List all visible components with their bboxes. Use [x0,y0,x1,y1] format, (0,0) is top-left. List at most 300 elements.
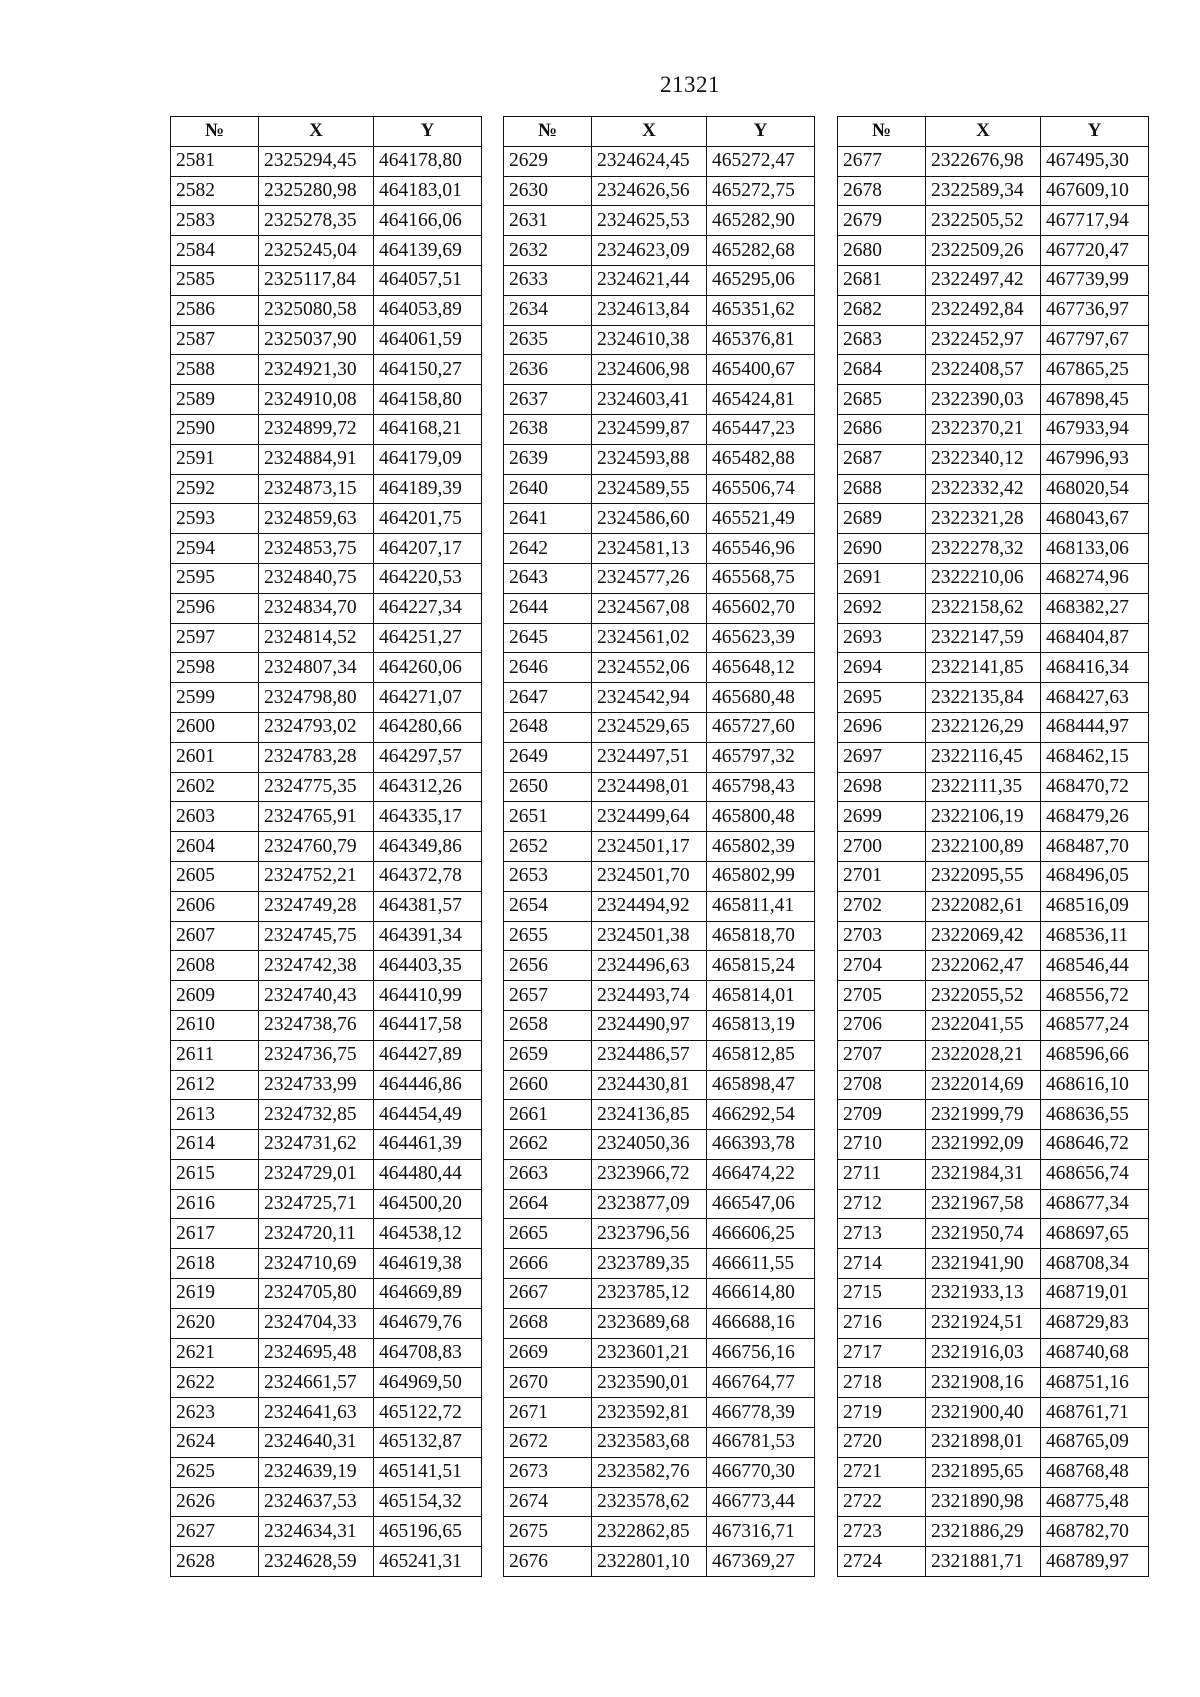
cell-y-coordinate: 464280,66 [374,712,482,742]
table-row [504,206,815,236]
cell-y-coordinate: 467739,99 [1041,265,1149,295]
cell-y-coordinate: 464500,20 [374,1189,482,1219]
cell-y-coordinate: 467996,93 [1041,444,1149,474]
cell-y-coordinate: 467495,30 [1041,146,1149,176]
table-row [171,176,482,206]
cell-x-coordinate: 2324542,94 [592,683,707,713]
cell-y-coordinate: 468536,11 [1041,921,1149,951]
table-row [171,1547,482,1577]
table-row [171,1487,482,1517]
table-row [838,712,1149,742]
cell-y-coordinate: 466547,06 [707,1189,815,1219]
cell-x-coordinate: 2324613,84 [592,295,707,325]
cell-point-number: 2697 [838,742,926,772]
table-row [838,563,1149,593]
cell-y-coordinate: 468546,44 [1041,951,1149,981]
cell-x-coordinate: 2322126,29 [926,712,1041,742]
cell-x-coordinate: 2321890,98 [926,1487,1041,1517]
cell-y-coordinate: 464179,09 [374,444,482,474]
cell-x-coordinate: 2324834,70 [259,593,374,623]
cell-point-number: 2713 [838,1219,926,1249]
cell-x-coordinate: 2323583,68 [592,1428,707,1458]
table-row [171,981,482,1011]
cell-x-coordinate: 2324501,70 [592,861,707,891]
cell-y-coordinate: 464053,89 [374,295,482,325]
cell-y-coordinate: 464969,50 [374,1368,482,1398]
cell-point-number: 2658 [504,1010,592,1040]
cell-y-coordinate: 465648,12 [707,653,815,683]
cell-x-coordinate: 2325245,04 [259,236,374,266]
table-row [171,206,482,236]
cell-y-coordinate: 468768,48 [1041,1457,1149,1487]
cell-point-number: 2718 [838,1368,926,1398]
cell-y-coordinate: 464061,59 [374,325,482,355]
cell-y-coordinate: 468646,72 [1041,1130,1149,1160]
table-row [838,385,1149,415]
cell-y-coordinate: 466770,30 [707,1457,815,1487]
table-row [838,1189,1149,1219]
cell-x-coordinate: 2324742,38 [259,951,374,981]
cell-x-coordinate: 2322147,59 [926,623,1041,653]
table-row [171,1398,482,1428]
table-row [504,1070,815,1100]
cell-x-coordinate: 2324621,44 [592,265,707,295]
cell-x-coordinate: 2324793,02 [259,712,374,742]
cell-y-coordinate: 465272,47 [707,146,815,176]
cell-y-coordinate: 465196,65 [374,1517,482,1547]
coordinate-table-3 [837,116,1149,1577]
cell-x-coordinate: 2323789,35 [592,1249,707,1279]
cell-y-coordinate: 466611,55 [707,1249,815,1279]
cell-x-coordinate: 2322106,19 [926,802,1041,832]
cell-point-number: 2681 [838,265,926,295]
table-row [504,414,815,444]
table-row [504,712,815,742]
cell-point-number: 2625 [171,1457,259,1487]
table-row [504,802,815,832]
cell-x-coordinate: 2324606,98 [592,355,707,385]
cell-point-number: 2593 [171,504,259,534]
cell-y-coordinate: 468516,09 [1041,891,1149,921]
table-row [171,891,482,921]
table-row [171,623,482,653]
cell-point-number: 2715 [838,1279,926,1309]
cell-y-coordinate: 464297,57 [374,742,482,772]
cell-x-coordinate: 2322340,12 [926,444,1041,474]
cell-x-coordinate: 2324738,76 [259,1010,374,1040]
cell-point-number: 2616 [171,1189,259,1219]
cell-y-coordinate: 466778,39 [707,1398,815,1428]
cell-y-coordinate: 467797,67 [1041,325,1149,355]
cell-point-number: 2660 [504,1070,592,1100]
cell-y-coordinate: 465122,72 [374,1398,482,1428]
table-row [171,1308,482,1338]
cell-y-coordinate: 467717,94 [1041,206,1149,236]
page-number: 21321 [660,72,720,97]
cell-point-number: 2702 [838,891,926,921]
cell-point-number: 2716 [838,1308,926,1338]
cell-y-coordinate: 465602,70 [707,593,815,623]
cell-y-coordinate: 467316,71 [707,1517,815,1547]
cell-x-coordinate: 2324610,38 [592,325,707,355]
cell-y-coordinate: 464403,35 [374,951,482,981]
table-row [171,295,482,325]
cell-y-coordinate: 468479,26 [1041,802,1149,832]
cell-point-number: 2631 [504,206,592,236]
cell-y-coordinate: 468404,87 [1041,623,1149,653]
cell-point-number: 2683 [838,325,926,355]
cell-point-number: 2646 [504,653,592,683]
cell-y-coordinate: 464201,75 [374,504,482,534]
cell-x-coordinate: 2322082,61 [926,891,1041,921]
cell-y-coordinate: 465727,60 [707,712,815,742]
coordinate-table-1 [170,116,482,1577]
cell-x-coordinate: 2322069,42 [926,921,1041,951]
cell-x-coordinate: 2322801,10 [592,1547,707,1577]
cell-point-number: 2638 [504,414,592,444]
cell-x-coordinate: 2324589,55 [592,474,707,504]
cell-x-coordinate: 2324641,63 [259,1398,374,1428]
column-header-x: X [926,117,1041,147]
cell-y-coordinate: 465351,62 [707,295,815,325]
cell-point-number: 2706 [838,1010,926,1040]
table-row [171,832,482,862]
table-row [504,1398,815,1428]
cell-point-number: 2691 [838,563,926,593]
cell-y-coordinate: 468470,72 [1041,772,1149,802]
table-row [504,1249,815,1279]
cell-y-coordinate: 465282,90 [707,206,815,236]
cell-y-coordinate: 465241,31 [374,1547,482,1577]
cell-point-number: 2626 [171,1487,259,1517]
table-row [838,146,1149,176]
cell-point-number: 2670 [504,1368,592,1398]
table-row [504,236,815,266]
table-row [838,1159,1149,1189]
cell-y-coordinate: 464260,06 [374,653,482,683]
cell-x-coordinate: 2322505,52 [926,206,1041,236]
cell-y-coordinate: 468761,71 [1041,1398,1149,1428]
cell-x-coordinate: 2324705,80 [259,1279,374,1309]
cell-y-coordinate: 468765,09 [1041,1428,1149,1458]
cell-y-coordinate: 465811,41 [707,891,815,921]
table-row [171,653,482,683]
cell-x-coordinate: 2324136,85 [592,1100,707,1130]
cell-point-number: 2617 [171,1219,259,1249]
cell-x-coordinate: 2324783,28 [259,742,374,772]
table-row [504,325,815,355]
cell-point-number: 2632 [504,236,592,266]
cell-y-coordinate: 466292,54 [707,1100,815,1130]
coordinate-table-2 [503,116,815,1577]
table-row [838,504,1149,534]
cell-point-number: 2705 [838,981,926,1011]
cell-x-coordinate: 2322332,42 [926,474,1041,504]
table-row [171,414,482,444]
cell-x-coordinate: 2321941,90 [926,1249,1041,1279]
cell-y-coordinate: 466393,78 [707,1130,815,1160]
table-row [838,1487,1149,1517]
cell-y-coordinate: 468782,70 [1041,1517,1149,1547]
cell-y-coordinate: 464349,86 [374,832,482,862]
cell-point-number: 2714 [838,1249,926,1279]
cell-point-number: 2651 [504,802,592,832]
cell-x-coordinate: 2325037,90 [259,325,374,355]
cell-y-coordinate: 464427,89 [374,1040,482,1070]
cell-point-number: 2600 [171,712,259,742]
cell-y-coordinate: 464220,53 [374,563,482,593]
cell-x-coordinate: 2322676,98 [926,146,1041,176]
cell-x-coordinate: 2324494,92 [592,891,707,921]
table-row [504,355,815,385]
cell-x-coordinate: 2322210,06 [926,563,1041,593]
cell-point-number: 2630 [504,176,592,206]
cell-point-number: 2656 [504,951,592,981]
cell-point-number: 2672 [504,1428,592,1458]
cell-y-coordinate: 465815,24 [707,951,815,981]
cell-x-coordinate: 2324733,99 [259,1070,374,1100]
cell-x-coordinate: 2321916,03 [926,1338,1041,1368]
cell-point-number: 2627 [171,1517,259,1547]
cell-point-number: 2664 [504,1189,592,1219]
cell-point-number: 2606 [171,891,259,921]
cell-point-number: 2599 [171,683,259,713]
cell-y-coordinate: 464207,17 [374,534,482,564]
cell-y-coordinate: 466474,22 [707,1159,815,1189]
cell-point-number: 2594 [171,534,259,564]
cell-x-coordinate: 2324884,91 [259,444,374,474]
cell-y-coordinate: 468656,74 [1041,1159,1149,1189]
cell-x-coordinate: 2324628,59 [259,1547,374,1577]
table-row [171,1368,482,1398]
cell-y-coordinate: 468729,83 [1041,1308,1149,1338]
cell-y-coordinate: 468382,27 [1041,593,1149,623]
table-row [838,683,1149,713]
table-row [838,981,1149,1011]
table-row [171,236,482,266]
table-row [838,1070,1149,1100]
table-row [838,1547,1149,1577]
cell-y-coordinate: 464189,39 [374,474,482,504]
table-row [504,1338,815,1368]
cell-x-coordinate: 2324704,33 [259,1308,374,1338]
cell-x-coordinate: 2322135,84 [926,683,1041,713]
cell-point-number: 2707 [838,1040,926,1070]
cell-point-number: 2639 [504,444,592,474]
cell-x-coordinate: 2321900,40 [926,1398,1041,1428]
cell-y-coordinate: 465132,87 [374,1428,482,1458]
cell-x-coordinate: 2322492,84 [926,295,1041,325]
table-row [504,474,815,504]
cell-x-coordinate: 2324731,62 [259,1130,374,1160]
table-row [171,385,482,415]
table-row [504,1457,815,1487]
cell-x-coordinate: 2322497,42 [926,265,1041,295]
cell-point-number: 2687 [838,444,926,474]
cell-point-number: 2671 [504,1398,592,1428]
cell-point-number: 2686 [838,414,926,444]
cell-y-coordinate: 466688,16 [707,1308,815,1338]
cell-point-number: 2680 [838,236,926,266]
cell-y-coordinate: 467369,27 [707,1547,815,1577]
cell-x-coordinate: 2321908,16 [926,1368,1041,1398]
cell-x-coordinate: 2324720,11 [259,1219,374,1249]
cell-y-coordinate: 465482,88 [707,444,815,474]
cell-point-number: 2636 [504,355,592,385]
cell-x-coordinate: 2324586,60 [592,504,707,534]
cell-x-coordinate: 2324623,09 [592,236,707,266]
table-row [504,1040,815,1070]
cell-point-number: 2601 [171,742,259,772]
table-row [838,1517,1149,1547]
cell-x-coordinate: 2323601,21 [592,1338,707,1368]
table-row [171,712,482,742]
cell-point-number: 2700 [838,832,926,862]
cell-point-number: 2678 [838,176,926,206]
table-row [838,474,1149,504]
cell-point-number: 2668 [504,1308,592,1338]
cell-x-coordinate: 2322408,57 [926,355,1041,385]
table-row [838,1130,1149,1160]
table-row [171,861,482,891]
cell-point-number: 2655 [504,921,592,951]
cell-y-coordinate: 464619,38 [374,1249,482,1279]
cell-y-coordinate: 464158,80 [374,385,482,415]
cell-x-coordinate: 2323689,68 [592,1308,707,1338]
cell-x-coordinate: 2324873,15 [259,474,374,504]
cell-point-number: 2586 [171,295,259,325]
cell-point-number: 2595 [171,563,259,593]
cell-x-coordinate: 2324921,30 [259,355,374,385]
table-row [838,1398,1149,1428]
table-row [504,265,815,295]
column-header-number: № [171,117,259,147]
table-row [838,444,1149,474]
table-row [838,355,1149,385]
cell-x-coordinate: 2322321,28 [926,504,1041,534]
table-header-row [838,117,1149,147]
cell-point-number: 2604 [171,832,259,862]
cell-y-coordinate: 465798,43 [707,772,815,802]
cell-y-coordinate: 465282,68 [707,236,815,266]
cell-x-coordinate: 2324624,45 [592,146,707,176]
cell-point-number: 2581 [171,146,259,176]
cell-y-coordinate: 468697,65 [1041,1219,1149,1249]
cell-point-number: 2648 [504,712,592,742]
table-row [504,951,815,981]
cell-y-coordinate: 464168,21 [374,414,482,444]
cell-y-coordinate: 464381,57 [374,891,482,921]
table-row [171,146,482,176]
cell-point-number: 2667 [504,1279,592,1309]
table-row [504,1100,815,1130]
cell-point-number: 2603 [171,802,259,832]
cell-x-coordinate: 2324634,31 [259,1517,374,1547]
cell-y-coordinate: 468636,55 [1041,1100,1149,1130]
cell-point-number: 2657 [504,981,592,1011]
cell-y-coordinate: 465802,39 [707,832,815,862]
table-row [171,951,482,981]
cell-x-coordinate: 2323592,81 [592,1398,707,1428]
cell-y-coordinate: 467865,25 [1041,355,1149,385]
cell-x-coordinate: 2324567,08 [592,593,707,623]
cell-x-coordinate: 2324840,75 [259,563,374,593]
column-header-y: Y [1041,117,1149,147]
table-row [504,653,815,683]
cell-x-coordinate: 2322278,32 [926,534,1041,564]
cell-y-coordinate: 465898,47 [707,1070,815,1100]
cell-point-number: 2598 [171,653,259,683]
cell-y-coordinate: 465812,85 [707,1040,815,1070]
cell-point-number: 2640 [504,474,592,504]
table-row [504,176,815,206]
cell-point-number: 2589 [171,385,259,415]
cell-y-coordinate: 464454,49 [374,1100,482,1130]
table-row [838,1338,1149,1368]
table-row [171,534,482,564]
cell-x-coordinate: 2325117,84 [259,265,374,295]
table-header-row [504,117,815,147]
cell-y-coordinate: 465623,39 [707,623,815,653]
table-row [504,1428,815,1458]
cell-x-coordinate: 2322062,47 [926,951,1041,981]
cell-x-coordinate: 2324493,74 [592,981,707,1011]
table-row [504,921,815,951]
cell-point-number: 2621 [171,1338,259,1368]
cell-x-coordinate: 2321898,01 [926,1428,1041,1458]
cell-y-coordinate: 465680,48 [707,683,815,713]
cell-y-coordinate: 467736,97 [1041,295,1149,325]
cell-x-coordinate: 2323590,01 [592,1368,707,1398]
cell-y-coordinate: 465568,75 [707,563,815,593]
cell-point-number: 2661 [504,1100,592,1130]
cell-y-coordinate: 468462,15 [1041,742,1149,772]
cell-y-coordinate: 464251,27 [374,623,482,653]
cell-x-coordinate: 2324661,57 [259,1368,374,1398]
cell-point-number: 2590 [171,414,259,444]
cell-x-coordinate: 2325294,45 [259,146,374,176]
table-row [171,593,482,623]
cell-point-number: 2620 [171,1308,259,1338]
cell-point-number: 2582 [171,176,259,206]
table-row [838,1010,1149,1040]
cell-y-coordinate: 465400,67 [707,355,815,385]
cell-x-coordinate: 2321886,29 [926,1517,1041,1547]
cell-y-coordinate: 464372,78 [374,861,482,891]
cell-x-coordinate: 2322390,03 [926,385,1041,415]
cell-x-coordinate: 2324486,57 [592,1040,707,1070]
cell-x-coordinate: 2321924,51 [926,1308,1041,1338]
table-row [171,1100,482,1130]
table-row [838,653,1149,683]
cell-point-number: 2688 [838,474,926,504]
cell-point-number: 2674 [504,1487,592,1517]
table-row [838,1279,1149,1309]
cell-y-coordinate: 465154,32 [374,1487,482,1517]
table-row [838,593,1149,623]
table-row [171,265,482,295]
cell-point-number: 2677 [838,146,926,176]
cell-point-number: 2596 [171,593,259,623]
cell-y-coordinate: 465800,48 [707,802,815,832]
table-row [504,1189,815,1219]
cell-x-coordinate: 2323796,56 [592,1219,707,1249]
cell-x-coordinate: 2322028,21 [926,1040,1041,1070]
table-row [171,772,482,802]
column-header-number: № [838,117,926,147]
cell-point-number: 2695 [838,683,926,713]
cell-y-coordinate: 468577,24 [1041,1010,1149,1040]
